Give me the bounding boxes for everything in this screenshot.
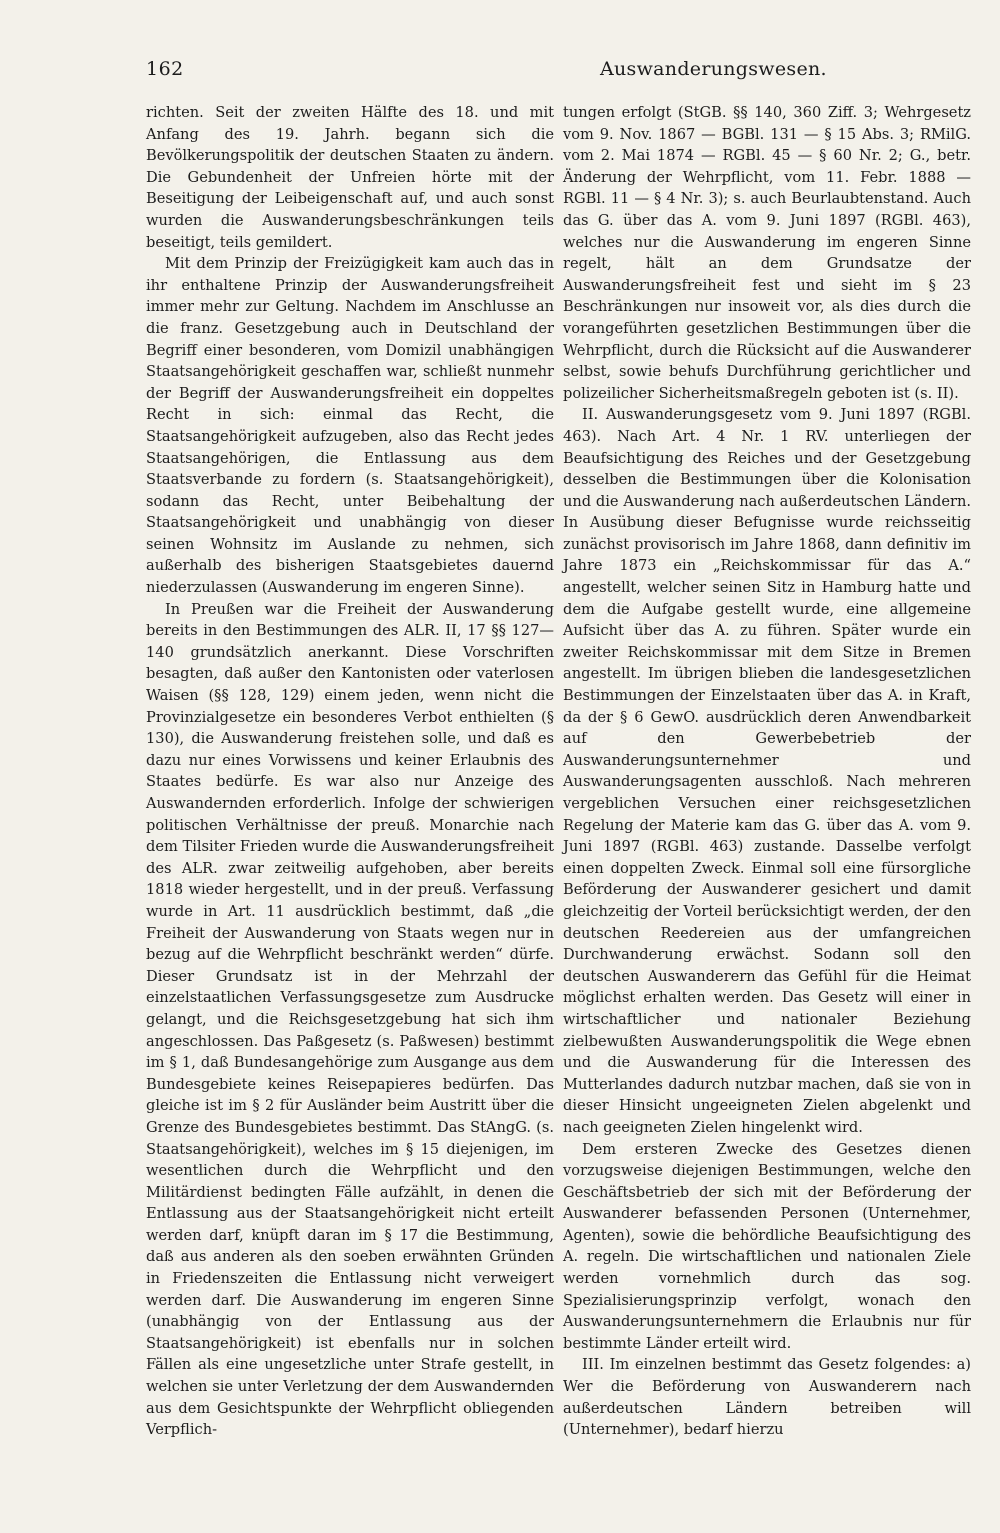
- paragraph: In Preußen war die Freiheit der Auswanderung bereits in den Bestimmungen des ALR. II, 17 §§ 127—140 grundsätzlich anerkannt. Diese Vorschriften besagten, daß außer den Kantonisten oder vaterlosen Waisen (§§ 128, 129) einem jeden, wenn nicht die Provinzialgesetze ein besonderes Verbot enthielten (§ 130), die Auswanderung freistehen solle, und daß es dazu nur eines Vorwissens und keiner Erlaubnis des Staates bedürfe. Es war also nur Anzeige des Auswandernden erforderlich. Infolge der schwierigen politischen Verhältnisse der preuß. Monarchie nach dem Tilsiter Frieden wurde die Auswanderungsfreiheit des ALR. zwar zeitweilig aufgehoben, aber bereits 1818 wieder hergestellt, und in der preuß. Verfassung wurde in Art. 11 ausdrücklich bestimmt, daß „die Freiheit der Auswanderung von Staats wegen nur in bezug auf die Wehrpflicht beschränkt werden“ dürfe. Dieser Grundsatz ist in der Mehrzahl der einzelstaatlichen Verfassungsgesetze zum Ausdrucke gelangt, und die Reichsgesetzgebung hat sich ihm angeschlossen. Das Paßgesetz (s. Paßwesen) bestimmt im § 1, daß Bundesangehörige zum Ausgange aus dem Bundesgebiete keines Reisepapieres bedürfen. Das gleiche ist im § 2 für Ausländer beim Austritt über die Grenze des Bundesgebietes bestimmt. Das StAngG. (s. Staatsangehörigkeit), welches im § 15 diejenigen, im wesentlichen durch die Wehrpflicht und den Militärdienst bedingten Fälle aufzählt, in denen die Entlassung aus der Staatsangehörigkeit nicht erteilt werden darf, knüpft daran im § 17 die Bestimmung, daß aus anderen als den soeben erwähnten Gründen in Friedenszeiten die Entlassung nicht verweigert werden darf. Die Auswanderung im engeren Sinne (unabhängig von der Entlassung aus der Staatsangehörigkeit) ist ebenfalls nur in solchen Fällen als eine ungesetzliche unter Strafe gestellt, in welchen sie unter Verletzung der dem Auswandernden aus dem Gesichtspunkte der Wehrpflicht obliegenden Verpflich-: [146, 600, 554, 1439]
- left-column: [146, 102, 554, 1441]
- paragraph: tungen erfolgt (StGB. §§ 140, 360 Ziff. 3; Wehrgesetz vom 9. Nov. 1867 — BGBl. 131 — § 15 Abs. 3; RMilG. vom 2. Mai 1874 — RGBl. 45 — § 60 Nr. 2; G., betr. Änderung der Wehrpflicht, vom 11. Febr. 1888 — RGBl. 11 — § 4 Nr. 3); s. auch Beurlaubtenstand. Auch das G. über das A. vom 9. Juni 1897 (RGBl. 463), welches nur die Auswanderung im engeren Sinne regelt, hält an dem Grundsatze der Auswanderungsfreiheit fest und sieht im § 23 Beschränkungen nur insoweit vor, als dies durch die vorangeführten gesetzlichen Bestimmungen über die Wehrpflicht, durch die Rücksicht auf die Auswanderer selbst, sowie behufs Durchführung gerichtlicher und polizeilicher Sicherheitsmaßregeln geboten ist (s. II).: [563, 104, 971, 402]
- paragraph: II. Auswanderungsgesetz vom 9. Juni 1897 (RGBl. 463). Nach Art. 4 Nr. 1 RV. unterliegen der Beaufsichtigung des Reiches und der Gesetzgebung desselben die Bestimmungen über die Kolonisation und die Auswanderung nach außerdeutschen Ländern. In Ausübung dieser Befugnisse wurde reichsseitig zunächst provisorisch im Jahre 1868, dann definitiv im Jahre 1873 ein „Reichskommissar für das A.“ angestellt, welcher seinen Sitz in Hamburg hatte und dem die Aufgabe gestellt wurde, eine allgemeine Aufsicht über das A. zu führen. Später wurde ein zweiter Reichskommissar mit dem Sitze in Bremen angestellt. Im übrigen blieben die landesgesetzlichen Bestimmungen der Einzelstaaten über das A. in Kraft, da der § 6 GewO. ausdrücklich deren Anwendbarkeit auf den Gewerbebetrieb der Auswanderungsunternehmer und Auswanderungsagenten ausschloß. Nach mehreren vergeblichen Versuchen einer reichsgesetzlichen Regelung der Materie kam das G. über das A. vom 9. Juni 1897 (RGBl. 463) zustande. Dasselbe verfolgt einen doppelten Zweck. Einmal soll eine fürsorgliche Beförderung der Auswanderer gesichert und damit gleichzeitig der Vorteil berücksichtigt werden, der den deutschen Reedereien aus der umfangreichen Durchwanderung erwächst. Sodann soll den deutschen Auswanderern das Gefühl für die Heimat möglichst erhalten werden. Das Gesetz will einer in wirtschaftlicher und nationaler Beziehung zielbewußten Auswanderungspolitik die Wege ebnen und die Auswanderung für die Interessen des Mutterlandes dadurch nutzbar machen, daß sie von in dieser Hinsicht ungeeigneten Zielen abgelenkt und nach geeigneten Zielen hingelenkt wird.: [563, 406, 971, 1136]
- page-number: 162: [146, 58, 184, 80]
- paragraph: Dem ersteren Zwecke des Gesetzes dienen vorzugsweise diejenigen Bestimmungen, welche den Geschäftsbetrieb der sich mit der Beförderung der Auswanderer befassenden Personen (Unternehmer, Agenten), sowie die behördliche Beaufsichtigung des A. regeln. Die wirtschaftlichen und nationalen Ziele werden vornehmlich durch das sog. Spezialisierungsprinzip verfolgt, wonach den Auswanderungsunternehmern die Erlaubnis nur für bestimmte Länder erteilt wird.: [563, 1140, 971, 1352]
- page-header: [140, 58, 960, 94]
- paragraph: richten. Seit der zweiten Hälfte des 18. und mit Anfang des 19. Jahrh. begann sich die Bevölkerungspolitik der deutschen Staaten zu ändern. Die Gebundenheit der Unfreien hörte mit der Beseitigung der Leibeigenschaft auf, und auch sonst wurden die Auswanderungsbeschränkungen teils beseitigt, teils gemildert.: [146, 104, 554, 251]
- right-column: [563, 102, 971, 1441]
- running-title: Auswanderungswesen.: [600, 58, 827, 80]
- paragraph: III. Im einzelnen bestimmt das Gesetz folgendes: a) Wer die Beförderung von Auswanderern nach außerdeutschen Ländern betreiben will (Unternehmer), bedarf hierzu: [563, 1356, 971, 1439]
- paragraph: Mit dem Prinzip der Freizügigkeit kam auch das in ihr enthaltene Prinzip der Auswanderungsfreiheit immer mehr zur Geltung. Nachdem im Anschlusse an die franz. Gesetzgebung auch in Deutschland der Begriff einer besonderen, vom Domizil unabhängigen Staatsangehörigkeit geschaffen war, schließt nunmehr der Begriff der Auswanderungsfreiheit ein doppeltes Recht in sich: einmal das Recht, die Staatsangehörigkeit aufzugeben, also das Recht jedes Staatsangehörigen, die Entlassung aus dem Staatsverbande zu fordern (s. Staatsangehörigkeit), sodann das Recht, unter Beibehaltung der Staatsangehörigkeit und unabhängig von dieser seinen Wohnsitz im Auslande zu nehmen, sich außerhalb des bisherigen Staatsgebietes dauernd niederzulassen (Auswanderung im engeren Sinne).: [146, 255, 554, 597]
